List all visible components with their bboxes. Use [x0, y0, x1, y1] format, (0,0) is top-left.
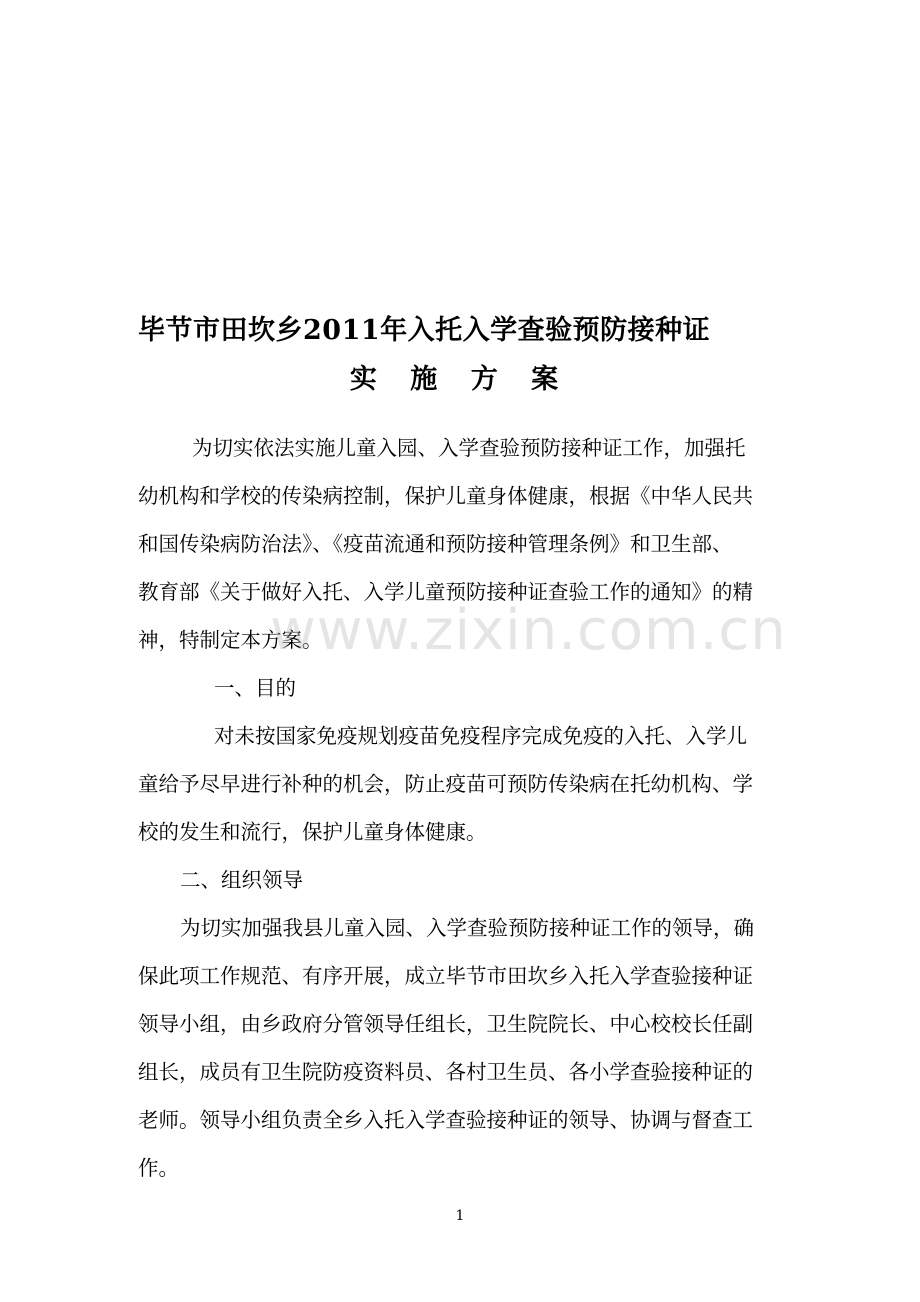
purpose-line: 对未按国家免疫规划疫苗免疫程序完成免疫的入托、入学儿 [214, 724, 747, 748]
page-number: 1 [455, 1208, 465, 1224]
purpose-line: 童给予尽早进行补种的机会，防止疫苗可预防传染病在托幼机构、学 [138, 772, 753, 796]
intro-line: 神，特制定本方案。 [138, 628, 323, 652]
organization-line: 领导小组，由乡政府分管领导任组长，卫生院院长、中心校校长任副 [138, 1012, 753, 1036]
purpose-line: 校的发生和流行，保护儿童身体健康。 [138, 820, 487, 844]
organization-line: 组长，成员有卫生院防疫资料员、各村卫生员、各小学查验接种证的 [138, 1060, 753, 1084]
organization-line: 老师。领导小组负责全乡入托入学查验接种证的领导、协调与督查工 [138, 1108, 753, 1132]
intro-line: 幼机构和学校的传染病控制，保护儿童身体健康，根据《中华人民共 [138, 484, 753, 508]
document-title: 毕节市田坎乡2011年入托入学查验预防接种证 [138, 315, 711, 346]
organization-line: 作。 [138, 1156, 179, 1180]
intro-line: 和国传染病防治法》、《疫苗流通和预防接种管理条例》和卫生部、 [138, 532, 733, 556]
organization-paragraph [138, 904, 788, 1192]
intro-line: 为切实依法实施儿童入园、入学查验预防接种证工作，加强托 [192, 436, 746, 460]
intro-paragraph [138, 424, 788, 664]
section-heading-organization: 二、组织领导 [180, 868, 303, 892]
organization-line: 保此项工作规范、有序开展，成立毕节市田坎乡入托入学查验接种证 [138, 964, 753, 988]
document-subtitle: 实 施 方 案 [349, 364, 571, 395]
purpose-paragraph [138, 712, 788, 856]
watermark: www.zixin.com.cn [270, 598, 787, 663]
section-heading-purpose: 一、目的 [214, 676, 296, 700]
organization-line: 为切实加强我县儿童入园、入学查验预防接种证工作的领导，确 [180, 916, 754, 940]
intro-line: 教育部《关于做好入托、入学儿童预防接种证查验工作的通知》的精 [138, 580, 753, 604]
